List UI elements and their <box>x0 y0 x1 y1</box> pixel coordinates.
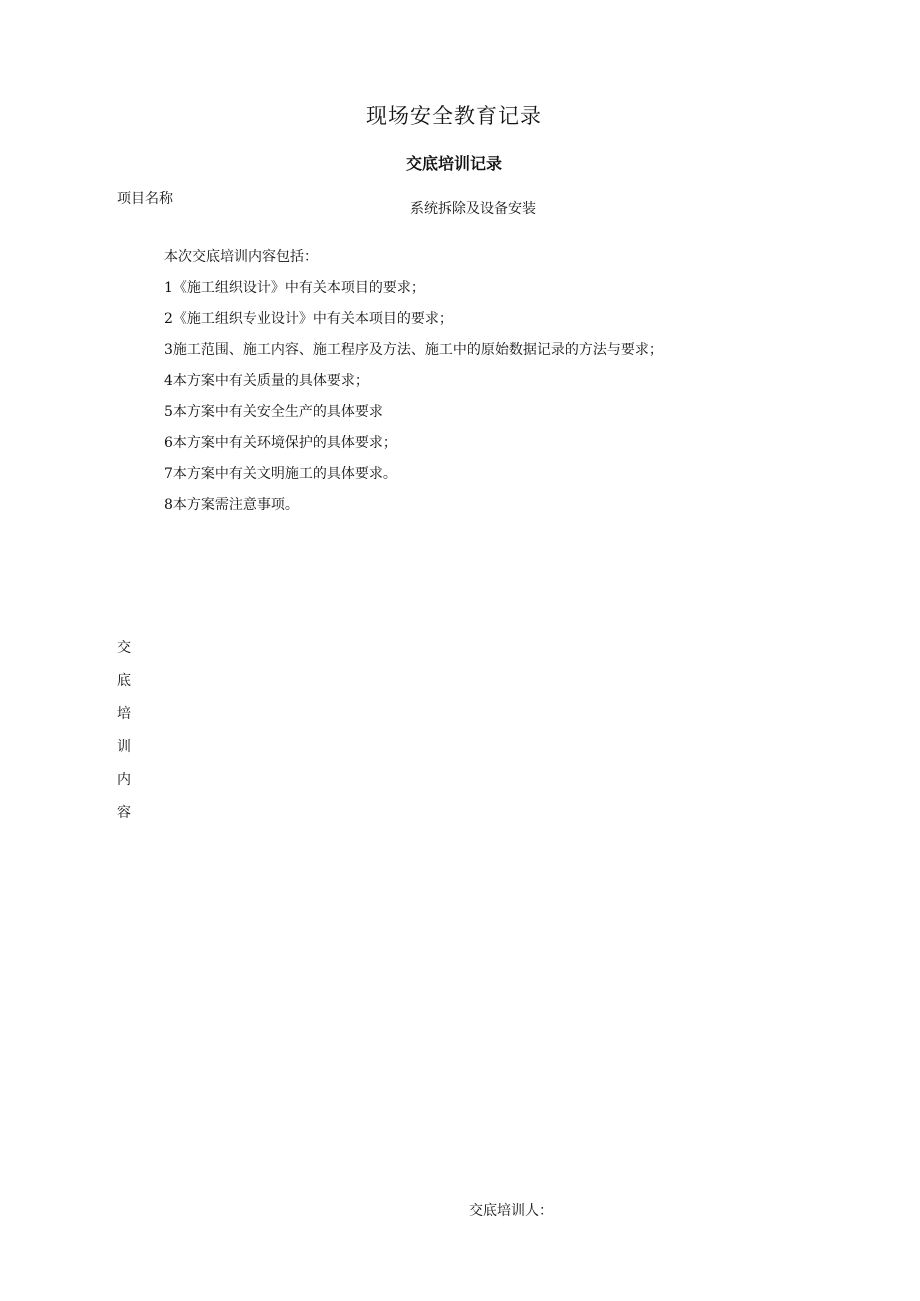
document-title: 现场安全教育记录 <box>366 104 542 128</box>
vertical-label-char: 底 <box>117 673 131 689</box>
training-content <box>164 242 724 521</box>
content-item-7: 7本方案中有关文明施工的具体要求。 <box>164 466 397 482</box>
vertical-label-char: 容 <box>117 805 131 821</box>
project-name-value: 系统拆除及设备安装 <box>410 201 536 217</box>
vertical-label-char: 内 <box>117 772 131 788</box>
content-item-5: 5本方案中有关安全生产的具体要求 <box>164 404 383 420</box>
content-intro: 本次交底培训内容包括： <box>164 249 318 265</box>
content-item-1: 1《施工组织设计》中有关本项目的要求； <box>164 280 425 296</box>
project-name-label: 项目名称 <box>117 191 173 207</box>
content-item-3: 3施工范围、施工内容、施工程序及方法、施工中的原始数据记录的方法与要求； <box>164 342 663 358</box>
document-subtitle: 交底培训记录 <box>405 154 502 173</box>
content-item-4: 4本方案中有关质量的具体要求； <box>164 373 369 389</box>
training-content-vertical-label <box>117 632 137 830</box>
vertical-label-char: 训 <box>117 739 131 755</box>
trainer-label: 交底培训人： <box>469 1203 553 1219</box>
vertical-label-char: 培 <box>117 706 131 722</box>
content-item-8: 8本方案需注意事项。 <box>164 497 299 513</box>
vertical-label-char: 交 <box>117 640 131 656</box>
content-item-6: 6本方案中有关环境保护的具体要求； <box>164 435 397 451</box>
content-item-2: 2《施工组织专业设计》中有关本项目的要求； <box>164 311 453 327</box>
